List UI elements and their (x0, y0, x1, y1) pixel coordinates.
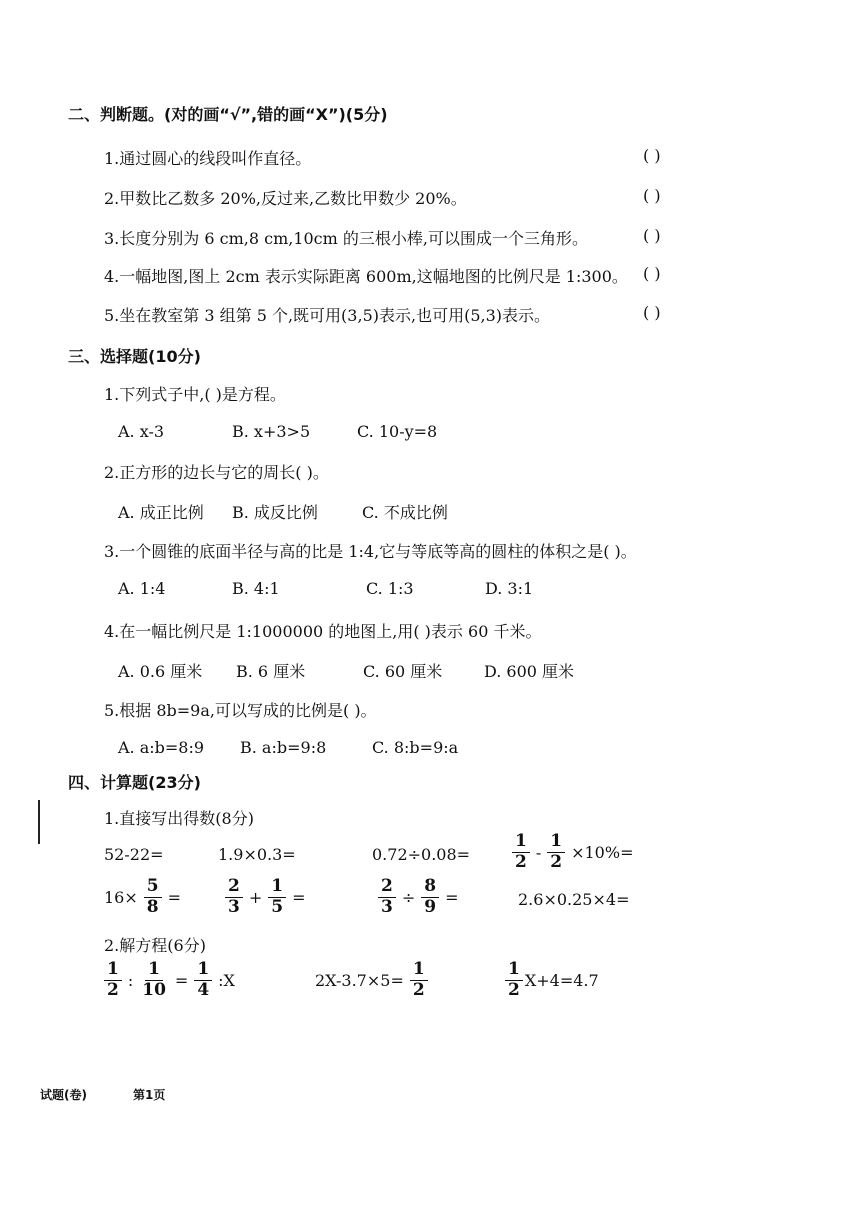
expr-tail: = (445, 887, 459, 907)
expr-tail: X+4=4.7 (524, 970, 599, 990)
choice-4-option-d[interactable]: D. 600 厘米 (484, 662, 575, 681)
equation-1 (104, 960, 235, 1000)
judge-item-4: 4.一幅地图,图上 2cm 表示实际距离 600m,这幅地图的比例尺是 1:300。 (104, 267, 628, 286)
calc-expr-8-text: 2.6×0.25×4= (518, 890, 630, 909)
equation-3 (505, 960, 599, 1000)
fraction: $\frac{1}{2}$ (512, 832, 530, 872)
calc-sub2-title: 2.解方程(6分) (104, 936, 206, 955)
margin-mark (38, 800, 40, 844)
choice-question-3: 3.一个圆锥的底面半径与高的比是 1:4,它与等底等高的圆柱的体积之是( )。 (104, 542, 637, 561)
calc-expr-2 (218, 845, 296, 864)
calc-expr-1-text: 52-22= (104, 845, 164, 864)
calc-expr-5 (104, 877, 181, 917)
choice-2-option-c[interactable]: C. 不成比例 (362, 503, 448, 522)
calc-expr-4 (512, 832, 633, 872)
fraction: $\frac{1}{5}$ (268, 877, 286, 917)
footer-exam-label: 试题(卷) (40, 1088, 87, 1102)
calc-expr-3-text: 0.72÷0.08= (372, 845, 471, 864)
choice-4-option-b[interactable]: B. 6 厘米 (236, 662, 306, 681)
expr-tail: ×10%= (571, 842, 634, 862)
choice-1-option-a[interactable]: A. x-3 (118, 422, 165, 441)
operator: = (174, 970, 189, 990)
judge-item-2: 2.甲数比乙数多 20%,反过来,乙数比甲数少 20%。 (104, 189, 467, 208)
fraction: $\frac{1}{2}$ (410, 960, 428, 1000)
calc-sub1-title: 1.直接写出得数(8分) (104, 809, 254, 828)
operator: - (535, 842, 542, 862)
expr-tail: :X (218, 970, 235, 990)
fraction: $\frac{8}{9}$ (421, 877, 439, 917)
choice-question-5: 5.根据 8b=9a,可以写成的比例是( )。 (104, 701, 377, 720)
choice-4-option-a[interactable]: A. 0.6 厘米 (118, 662, 203, 681)
footer-page-number: 第1页 (133, 1088, 166, 1102)
operator: ÷ (401, 887, 416, 907)
answer-paren-2[interactable]: ( ) (643, 186, 661, 205)
fraction: $\frac{2}{3}$ (225, 877, 243, 917)
choice-5-option-c[interactable]: C. 8:b=9:a (372, 738, 459, 757)
choice-4-option-c[interactable]: C. 60 厘米 (363, 662, 443, 681)
choice-question-2: 2.正方形的边长与它的周长( )。 (104, 463, 329, 482)
answer-paren-5[interactable]: ( ) (643, 303, 661, 322)
fraction: $\frac{5}{8}$ (144, 877, 162, 917)
answer-paren-3[interactable]: ( ) (643, 226, 661, 245)
choice-2-option-a[interactable]: A. 成正比例 (118, 503, 204, 522)
answer-paren-1[interactable]: ( ) (643, 146, 661, 165)
choice-question-4: 4.在一幅比例尺是 1:1000000 的地图上,用( )表示 60 千米。 (104, 622, 542, 641)
calc-expr-8 (518, 890, 629, 909)
judge-item-3: 3.长度分别为 6 cm,8 cm,10cm 的三根小棒,可以围成一个三角形。 (104, 229, 588, 248)
section2-title: 二、判断题。(对的画“√”,错的画“X”)(5分) (68, 105, 388, 124)
calc-expr-1 (104, 845, 164, 864)
calc-expr-3 (372, 845, 470, 864)
expr-tail: = (292, 887, 306, 907)
calc-expr-7 (378, 877, 459, 917)
choice-3-option-a[interactable]: A. 1:4 (118, 579, 166, 598)
judge-item-1: 1.通过圆心的线段叫作直径。 (104, 149, 312, 168)
fraction: $\frac{1}{2}$ (505, 960, 523, 1000)
choice-3-option-b[interactable]: B. 4:1 (232, 579, 280, 598)
fraction: $\frac{1}{4}$ (194, 960, 212, 1000)
fraction: $\frac{1}{10}$ (142, 959, 166, 1000)
choice-5-option-a[interactable]: A. a:b=8:9 (118, 738, 205, 757)
choice-1-option-b[interactable]: B. x+3>5 (232, 422, 311, 441)
equation-2 (315, 960, 428, 1000)
operator: : (127, 970, 134, 990)
fraction: $\frac{2}{3}$ (378, 877, 396, 917)
choice-3-option-c[interactable]: C. 1:3 (366, 579, 414, 598)
fraction: $\frac{1}{2}$ (104, 960, 122, 1000)
operator: + (248, 887, 263, 907)
answer-paren-4[interactable]: ( ) (643, 264, 661, 283)
choice-1-option-c[interactable]: C. 10-y=8 (357, 422, 438, 441)
choice-5-option-b[interactable]: B. a:b=9:8 (240, 738, 327, 757)
expr-prefix: 2X-3.7×5= (315, 970, 404, 990)
calc-expr-2-text: 1.9×0.3= (218, 845, 296, 864)
fraction: $\frac{1}{2}$ (547, 832, 565, 872)
choice-3-option-d[interactable]: D. 3:1 (485, 579, 534, 598)
judge-item-5: 5.坐在教室第 3 组第 5 个,既可用(3,5)表示,也可用(5,3)表示。 (104, 306, 551, 325)
expr-tail: = (167, 887, 182, 907)
expr-prefix: 16× (104, 887, 138, 907)
choice-2-option-b[interactable]: B. 成反比例 (232, 503, 318, 522)
calc-expr-6 (225, 877, 306, 917)
section3-title: 三、选择题(10分) (68, 347, 201, 366)
section4-title: 四、计算题(23分) (68, 773, 201, 792)
choice-question-1: 1.下列式子中,( )是方程。 (104, 385, 286, 404)
